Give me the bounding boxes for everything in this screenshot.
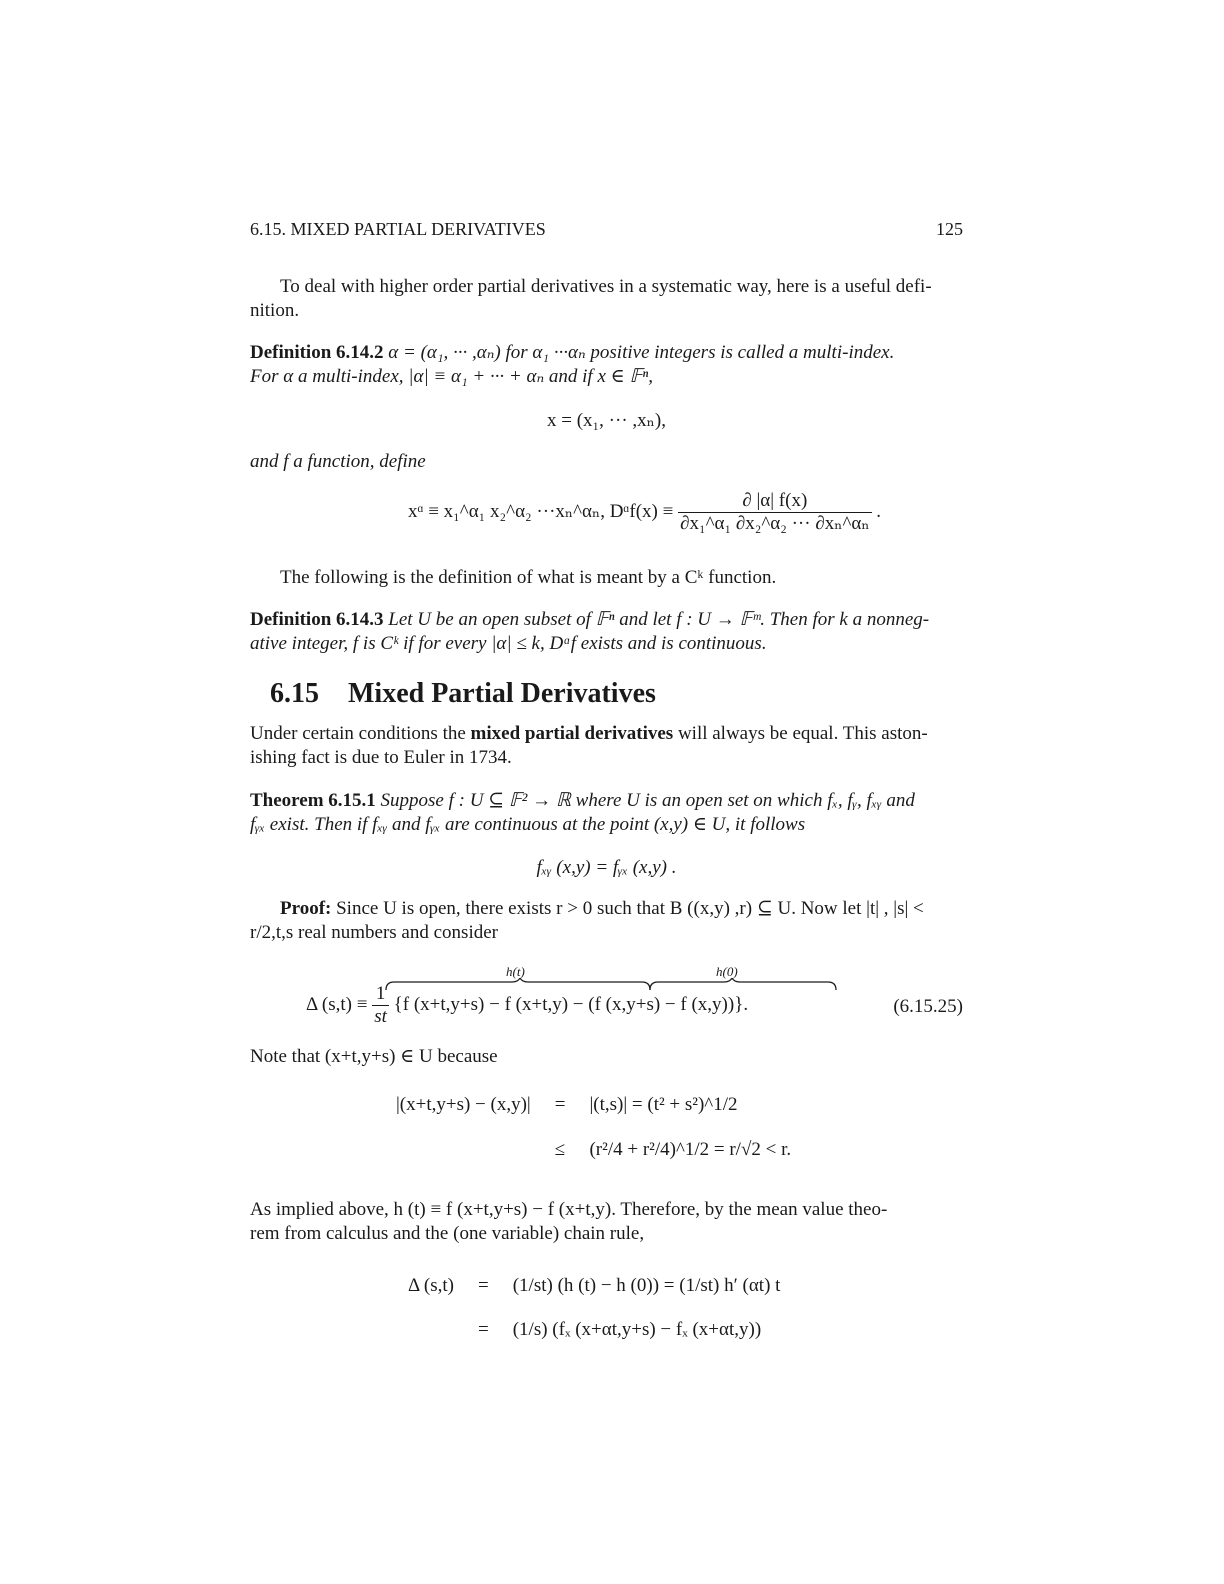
section-text-line-1 <box>250 722 963 746</box>
section-text-line-2: ishing fact is due to Euler in 1734. <box>250 747 512 768</box>
page-number: 125 <box>936 219 963 239</box>
ineq-row-2-rhs: (r²/4 + r²/4)^1/2 = r/√2 < r. <box>589 1139 792 1160</box>
theorem-6-15-1-line-2: fᵧₓ exist. Then if fₓᵧ and fᵧₓ are continuous at the point (x,y) ∈ U, it follows <box>250 814 806 835</box>
derivative-end: . <box>876 500 882 522</box>
definition-text: α = (α₁, ··· ,αₙ) for α₁ ···αₙ positive integers is called a multi-index. <box>388 342 895 363</box>
final-row-1-lhs: Δ (s,t) <box>408 1275 454 1296</box>
proof-line-2: r/2,t,s real numbers and consider <box>250 922 498 943</box>
fraction-denominator: ∂x₁^α₁ ∂x₂^α₂ ··· ∂xₙ^αₙ <box>680 513 870 534</box>
definition-label: Definition 6.14.2 <box>250 342 384 363</box>
fraction-numerator: ∂ |α| f(x) <box>678 490 871 513</box>
brace-label-h-t: h(t) <box>506 964 525 979</box>
proof-label: Proof: <box>280 898 332 919</box>
ineq-row-1-rel: = <box>554 1094 566 1115</box>
final-row-1-rel: = <box>478 1275 489 1296</box>
equation-body: {f (x+t,y+s) − f (x+t,y) − (f (x,y+s) − f (x,y))}. <box>393 993 749 1015</box>
running-header <box>250 219 963 240</box>
definition-label: Definition 6.14.3 <box>250 609 384 630</box>
proof-line-1 <box>280 897 963 921</box>
ck-intro: The following is the definition of what is meant by a Cᵏ function. <box>280 567 777 588</box>
definition-6-14-2-line-1 <box>250 341 963 365</box>
ineq-row-1-rhs: |(t,s)| = (t² + s²)^1/2 <box>589 1094 738 1115</box>
theorem-6-15-1-line-1 <box>250 789 963 813</box>
section-heading <box>270 678 656 710</box>
definition-6-14-2-line-3: and f a function, define <box>250 451 426 472</box>
running-title: 6.15. MIXED PARTIAL DERIVATIVES <box>250 219 546 239</box>
theorem-label: Theorem 6.15.1 <box>250 790 376 811</box>
theorem-display: fₓᵧ (x,y) = fᵧₓ (x,y) . <box>536 857 677 878</box>
equation-6-15-25 <box>306 983 748 1028</box>
definition-6-14-3-line-2: ative integer, f is Cᵏ if for every |α| ≤ k, Dᵅf exists and is continuous. <box>250 633 767 654</box>
proof-text: Since U is open, there exists r > 0 such that B ((x,y) ,r) ⊆ U. Now let |t| , |s| < <box>331 898 924 919</box>
display-multi-index-derivative <box>408 490 881 535</box>
brace-label-h-0: h(0) <box>716 964 738 979</box>
section-text-part: Under certain conditions the <box>250 723 471 744</box>
ineq-row-2-rel: ≤ <box>554 1139 566 1160</box>
page <box>250 0 963 1584</box>
section-title: Mixed Partial Derivatives <box>348 678 656 709</box>
definition-text: Let U be an open subset of 𝔽ⁿ and let f : U → 𝔽ᵐ. Then for k a nonneg- <box>388 609 930 630</box>
ineq-row-1-lhs: |(x+t,y+s) − (x,y)| <box>396 1094 531 1115</box>
final-row-1-rhs: (1/st) (h (t) − h (0)) = (1/st) h′ (αt) t <box>512 1275 781 1296</box>
note-line: Note that (x+t,y+s) ∈ U because <box>250 1046 498 1067</box>
section-number: 6.15 <box>270 678 319 709</box>
bold-term: mixed partial derivatives <box>470 723 674 744</box>
intro-line-2: nition. <box>250 300 300 321</box>
implied-line-1: As implied above, h (t) ≡ f (x+t,y+s) − f (x+t,y). Therefore, by the mean value theo- <box>250 1199 888 1220</box>
theorem-text: Suppose f : U ⊆ 𝔽² → ℝ where U is an open set on which fₓ, fᵧ, fₓᵧ and <box>380 790 915 811</box>
inequality-block <box>390 1088 797 1178</box>
definition-6-14-2-line-2: For α a multi-index, |α| ≡ α₁ + ··· + αₙ and if x ∈ 𝔽ⁿ, <box>250 366 653 387</box>
derivative-fraction <box>678 490 871 535</box>
fraction-numerator: 1 <box>372 983 389 1006</box>
intro-line-1: To deal with higher order partial derivatives in a systematic way, here is a useful defi- <box>280 276 932 297</box>
display-x-vector: x = (x₁, ··· ,xₙ), <box>547 410 666 431</box>
implied-line-2: rem from calculus and the (one variable) chain rule, <box>250 1223 645 1244</box>
equation-number: (6.15.25) <box>893 996 963 1017</box>
section-text-part: will always be equal. This aston- <box>673 723 928 744</box>
final-row-2-rel: = <box>478 1319 489 1340</box>
equation-fraction <box>372 983 389 1028</box>
equation-lhs: Δ (s,t) ≡ <box>306 993 368 1015</box>
definition-6-14-3-line-1 <box>250 608 963 632</box>
fraction-denominator: st <box>374 1006 387 1027</box>
final-block <box>402 1266 786 1354</box>
derivative-lhs: xᵅ ≡ x₁^α₁ x₂^α₂ ···xₙ^αₙ, Dᵅf(x) ≡ <box>408 500 674 522</box>
final-row-2-rhs: (1/s) (fₓ (x+αt,y+s) − fₓ (x+αt,y)) <box>512 1319 762 1340</box>
